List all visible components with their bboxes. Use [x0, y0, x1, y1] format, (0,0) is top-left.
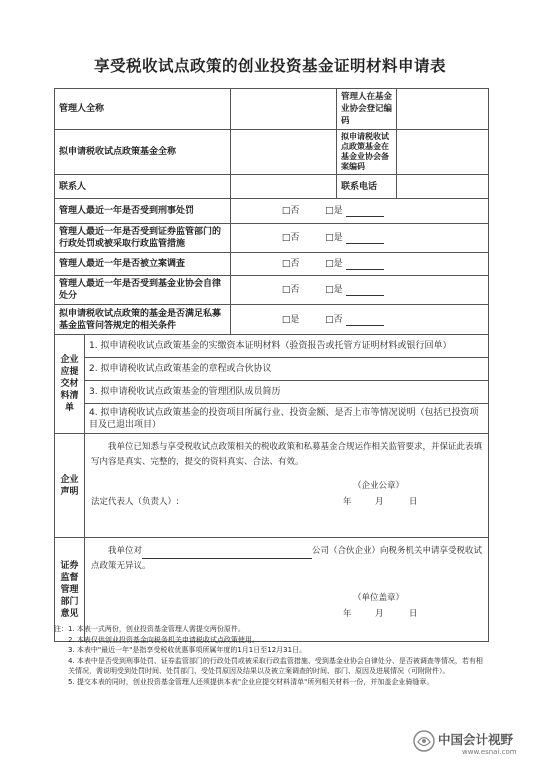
no-checkbox[interactable]: □否: [281, 285, 300, 295]
opinion-prefix: 我单位对: [108, 546, 143, 556]
declaration-cell: [85, 434, 489, 538]
no-checkbox[interactable]: □否: [281, 233, 300, 243]
year-label: 年: [343, 609, 352, 619]
note-1: 1. 本表一式两份，创业投资基金管理人需提交两份原件。: [68, 625, 245, 633]
application-form-table: [54, 88, 489, 642]
yes-checkbox[interactable]: □是: [325, 233, 343, 243]
day-label: 日: [409, 497, 418, 507]
note-4: 4. 本表中是否受到刑事处罚、证券监管部门的行政处罚或被采取行政监管措施、受到基金业协会自律处分、是否被调查等情况，若有相关情况，需说明受到处罚时间、处罚部门、受处罚原因及结果以及被立案调查的时间、部门、原因及进展情况（可附附件）。: [68, 656, 483, 676]
contact-label: 联系人: [55, 175, 231, 199]
detail-blank[interactable]: [346, 207, 384, 217]
representative-date-line: [91, 496, 482, 508]
contact-field[interactable]: [231, 175, 337, 199]
question-investigation-options: [231, 253, 489, 276]
question-regulatory-penalty: 管理人最近一年是否受到证券监管部门的行政处罚或被采取行政监管措施: [55, 224, 231, 253]
notes-prefix: 注：: [54, 625, 68, 633]
opinion-suffix: 公司（合伙企业）向税务机关申请享受税收试点政策无异议。: [91, 546, 483, 571]
detail-blank[interactable]: [346, 260, 384, 270]
declaration-section-label: 企业声明: [55, 434, 85, 538]
yes-checkbox[interactable]: □是: [281, 314, 300, 325]
no-checkbox[interactable]: □否: [325, 314, 343, 325]
material-item-3: 3. 拟申请税收试点政策基金的管理团队成员简历: [85, 381, 489, 404]
note-2: 2. 本表仅供创业投资基金向税务机关申请税收试点政策使用。: [68, 635, 259, 644]
company-name-blank[interactable]: [142, 548, 312, 559]
phone-field[interactable]: [397, 175, 489, 199]
watermark-name: 中国会计视野: [438, 732, 514, 747]
fund-name-label: 拟申请税收试点政策基金全称: [55, 130, 231, 175]
no-checkbox[interactable]: □否: [281, 259, 300, 269]
question-criminal-options: [231, 199, 489, 224]
opinion-text: [91, 544, 482, 574]
company-seal: （企业公章）: [353, 481, 405, 491]
registration-code-field[interactable]: [397, 89, 489, 130]
yes-checkbox[interactable]: □是: [325, 259, 343, 269]
notes: [54, 624, 488, 688]
filing-code-field[interactable]: [397, 130, 489, 175]
fund-name-field[interactable]: [231, 130, 337, 175]
question-investigation: 管理人最近一年是否被立案调查: [55, 253, 231, 276]
registration-code-label: 管理人在基金业协会登记编码: [337, 89, 397, 130]
yes-checkbox[interactable]: □是: [325, 206, 343, 216]
manager-name-label: 管理人全称: [55, 89, 231, 130]
detail-blank[interactable]: [346, 234, 384, 244]
material-item-1: 1. 拟申请税收试点政策基金的实缴资本证明材料（验资报告或托管方证明材料或银行回单）: [85, 335, 489, 358]
declaration-statement: 我单位已知悉与享受税收试点政策相关的税收政策和私募基金合规运作相关监管要求，并保证此表填写内容是真实、完整的，提交的资料真实、合法、有效。: [91, 442, 483, 467]
unit-seal: （单位盖章）: [353, 593, 405, 603]
phone-label: 联系电话: [337, 175, 397, 199]
note-3: 3. 本表中"最近一年"是指享受税收优惠事项所属年度的1月1日至12月31日。: [68, 646, 307, 655]
question-association-sanction: 管理人最近一年是否受到基金业协会自律处分: [55, 276, 231, 305]
watermark: [412, 728, 532, 760]
detail-blank[interactable]: [346, 316, 384, 326]
question-fund-conditions-options: [231, 305, 489, 335]
year-label: 年: [343, 497, 352, 507]
month-label: 月: [375, 609, 384, 619]
material-item-2: 2. 拟申请税收试点政策基金的章程或合伙协议: [85, 358, 489, 381]
question-criminal-penalty: 管理人最近一年是否受到刑事处罚: [55, 199, 231, 224]
no-checkbox[interactable]: □否: [281, 206, 300, 216]
materials-section-label: 企业应提交材料清单: [55, 335, 85, 434]
form-title: 享受税收试点政策的创业投资基金证明材料申请表: [93, 57, 446, 75]
manager-name-field[interactable]: [231, 89, 337, 130]
material-item-4: 4. 拟申请税收试点政策基金的投资项目所属行业、投资金额、是否上市等情况说明（包括已投资项目及已退出项目）: [85, 404, 489, 434]
question-association-options: [231, 276, 489, 305]
detail-blank[interactable]: [346, 286, 384, 296]
note-5: 5. 提交本表的同时，创业投资基金管理人还须提供本表"企业应提交材料清单"所列相关材料一份，并加盖企业骑缝章。: [68, 677, 434, 686]
filing-code-label: 拟申请税收试点政策基金在基金业协会备案编码: [337, 130, 397, 175]
opinion-section-label: 证券监督管理部门意见: [55, 538, 85, 642]
opinion-date-line: [91, 608, 482, 620]
legal-representative-label: 法定代表人（负责人）:: [91, 497, 179, 507]
watermark-url: www.esnai.com: [462, 748, 517, 756]
day-label: 日: [409, 609, 418, 619]
yes-checkbox[interactable]: □是: [325, 285, 343, 295]
question-regulatory-options: [231, 224, 489, 253]
month-label: 月: [375, 497, 384, 507]
watermark-logo-icon: [412, 729, 436, 753]
question-fund-conditions: 拟申请税收试点政策的基金是否满足私募基金监管问答规定的相关条件: [55, 305, 231, 335]
